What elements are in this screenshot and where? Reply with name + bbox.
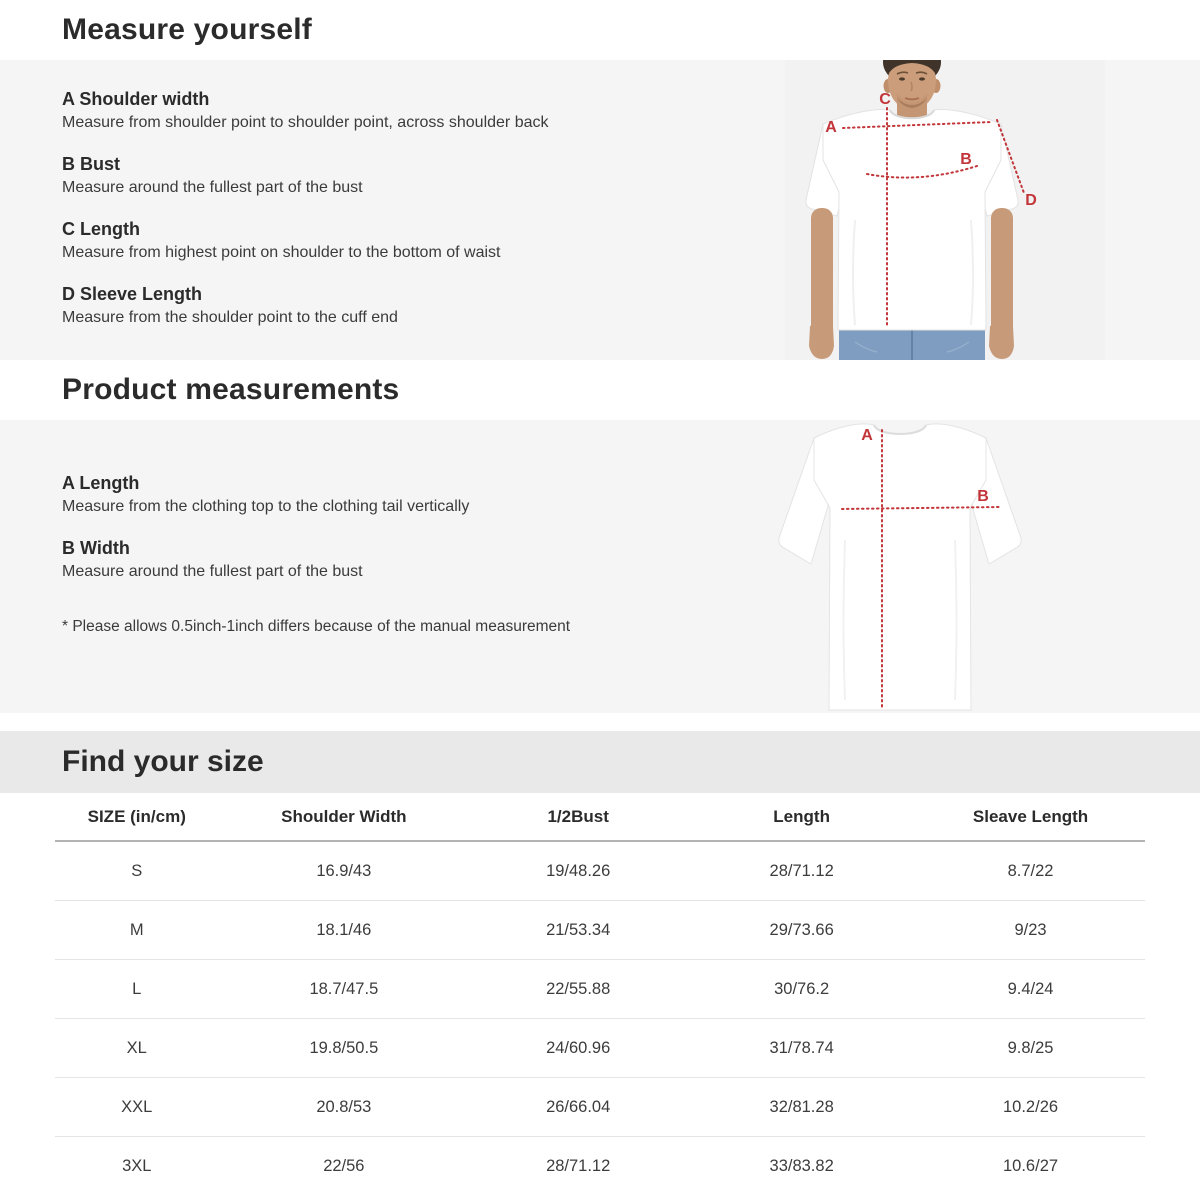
cell-size: XXL — [55, 1078, 219, 1137]
cell-bust: 22/55.88 — [469, 960, 687, 1019]
cell-sleeve: 10.2/26 — [916, 1078, 1145, 1137]
cell-length: 29/73.66 — [687, 901, 916, 960]
size-chart-table — [55, 793, 1145, 1195]
definition-garment-width — [62, 537, 722, 584]
measure-yourself-title-band — [0, 0, 1200, 60]
find-your-size-title-band — [0, 731, 1200, 793]
definition-desc: Measure from the shoulder point to the cuff end — [62, 309, 398, 326]
definition-sleeve-length — [62, 283, 722, 330]
cell-shoulder: 22/56 — [323, 1156, 365, 1175]
cell-bust: 26/66.04 — [469, 1078, 687, 1137]
col-header-size: SIZE (in/cm) — [55, 793, 219, 841]
size-table-header-row — [55, 793, 1145, 841]
cell-sleeve: 9.8/25 — [916, 1019, 1145, 1078]
col-header-shoulder-width: Shoulder Width — [219, 793, 470, 841]
definition-desc: Measure from highest point on shoulder to the bottom of waist — [62, 244, 501, 261]
product-measurements-title-band — [0, 360, 1200, 420]
definition-term: D Sleeve Length — [62, 284, 203, 304]
section-divider — [0, 713, 1200, 731]
definition-term: A Shoulder width — [62, 89, 210, 109]
diagram-label-b: B — [977, 488, 989, 505]
cell-size: XL — [55, 1019, 219, 1078]
cell-size: L — [55, 960, 219, 1019]
cell-bust: 21/53.34 — [469, 901, 687, 960]
definition-garment-length — [62, 472, 722, 519]
table-row-s — [55, 841, 1145, 901]
table-row-3xl — [55, 1137, 1145, 1196]
col-header-sleeve-length: Sleave Length — [916, 793, 1145, 841]
definition-desc: Measure from the clothing top to the clothing tail vertically — [62, 498, 470, 515]
table-row-m — [55, 901, 1145, 960]
size-table-section — [0, 793, 1200, 1195]
cell-bust: 24/60.96 — [469, 1019, 687, 1078]
cell-shoulder: 16.9/43 — [219, 841, 470, 901]
diagram-label-d: D — [1025, 192, 1037, 209]
definition-desc: Measure from shoulder point to shoulder point, across shoulder back — [62, 114, 549, 131]
measurement-tolerance-note: * Please allows 0.5inch-1inch differs because of the manual measurement — [62, 618, 571, 635]
diagram-label-c: C — [879, 91, 891, 108]
diagram-label-a: A — [861, 427, 873, 444]
cell-length: 30/76.2 — [687, 960, 916, 1019]
cell-shoulder: 20.8/53 — [219, 1078, 470, 1137]
col-header-half-bust: 1/2Bust — [469, 793, 687, 841]
col-header-length: Length — [687, 793, 916, 841]
cell-sleeve: 8.7/22 — [916, 841, 1145, 901]
measure-yourself-title: Measure yourself — [62, 13, 312, 46]
diagram-label-b: B — [960, 151, 972, 168]
model-measurement-diagram — [785, 60, 1105, 360]
measure-yourself-panel — [0, 60, 1200, 360]
cell-sleeve: 9.4/24 — [916, 960, 1145, 1019]
definition-bust — [62, 153, 722, 200]
definition-term: A Length — [62, 473, 140, 493]
cell-bust: 28/71.12 — [546, 1156, 611, 1175]
measure-yourself-definitions — [62, 88, 722, 348]
cell-size: S — [55, 841, 219, 901]
definition-desc: Measure around the fullest part of the bust — [62, 563, 363, 580]
product-measurements-definitions — [62, 472, 722, 636]
flat-shirt-measurement-diagram — [770, 420, 1030, 713]
cell-length: 31/78.74 — [687, 1019, 916, 1078]
find-your-size-title: Find your size — [62, 745, 264, 778]
table-row-xxl — [55, 1078, 1145, 1137]
table-row-l — [55, 960, 1145, 1019]
definition-term: B Bust — [62, 154, 120, 174]
cell-length: 28/71.12 — [687, 841, 916, 901]
table-row-xl — [55, 1019, 1145, 1078]
cell-shoulder: 19.8/50.5 — [219, 1019, 470, 1078]
cell-length: 32/81.28 — [687, 1078, 916, 1137]
cell-size: 3XL — [122, 1156, 152, 1175]
diagram-label-a: A — [825, 119, 837, 136]
definition-shoulder-width — [62, 88, 722, 135]
product-measurements-title: Product measurements — [62, 373, 400, 406]
cell-sleeve: 9/23 — [916, 901, 1145, 960]
definition-term: B Width — [62, 538, 130, 558]
cell-sleeve: 10.6/27 — [1003, 1156, 1059, 1175]
definition-desc: Measure around the fullest part of the bust — [62, 179, 363, 196]
cell-length: 33/83.82 — [769, 1156, 834, 1175]
product-measurements-panel — [0, 420, 1200, 713]
cell-shoulder: 18.7/47.5 — [219, 960, 470, 1019]
cell-bust: 19/48.26 — [469, 841, 687, 901]
definition-length — [62, 218, 722, 265]
definition-term: C Length — [62, 219, 140, 239]
cell-size: M — [55, 901, 219, 960]
cell-shoulder: 18.1/46 — [219, 901, 470, 960]
